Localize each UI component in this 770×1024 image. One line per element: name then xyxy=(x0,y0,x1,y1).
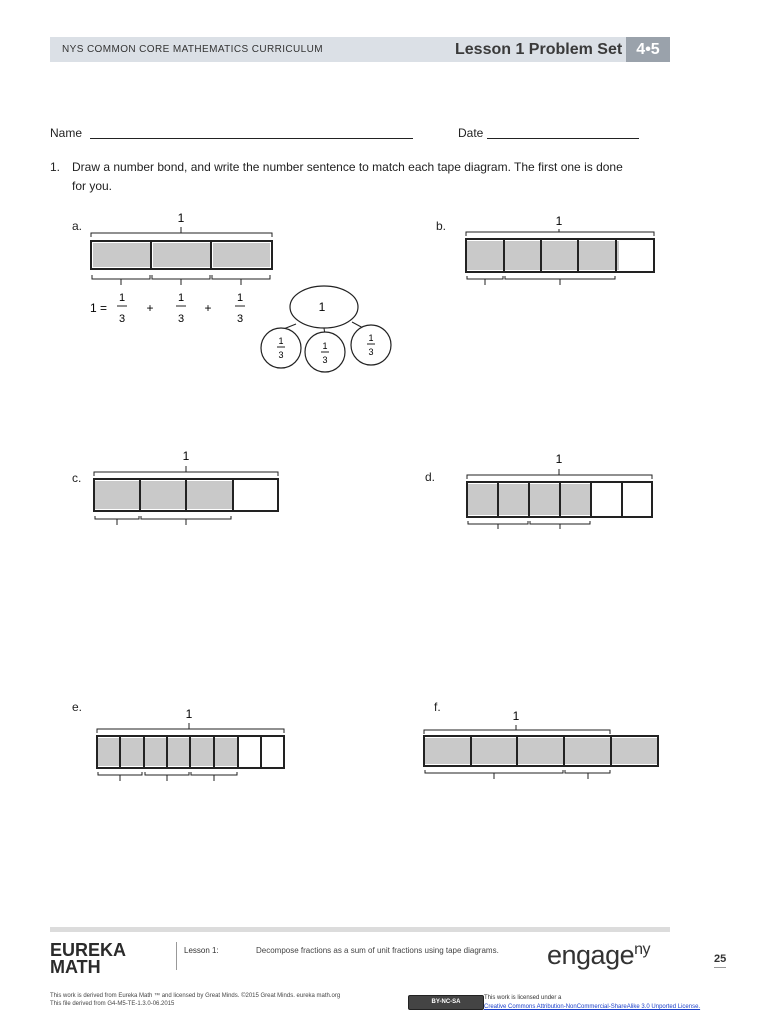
problem-number: 1. xyxy=(50,160,61,174)
part-e-label: e. xyxy=(72,700,83,714)
name-label: Name xyxy=(50,126,83,140)
creative-commons-badge: BY-NC-SA xyxy=(408,995,484,1010)
frac-denominator: 3 xyxy=(322,355,328,365)
engage-text: engage xyxy=(547,940,635,970)
frac-numerator: 1 xyxy=(322,341,328,351)
tape-unit xyxy=(93,243,150,267)
license-link[interactable]: Creative Commons Attribution-NonCommercial-ShareAlike 3.0 Unported License. xyxy=(484,1004,701,1010)
frac-numerator: 1 xyxy=(177,292,185,304)
frac-denominator: 3 xyxy=(368,347,374,357)
frac-denominator: 3 xyxy=(118,313,126,325)
tape-diagram-e xyxy=(97,707,284,781)
bond-whole-label: 1 xyxy=(318,300,326,314)
derived-notice xyxy=(50,992,340,1008)
frac-denominator: 3 xyxy=(236,313,244,325)
page-number: 25 xyxy=(714,953,726,968)
tape-diagram-f xyxy=(424,709,658,779)
tape-diagram-c xyxy=(94,449,278,525)
whole-label-a: 1 xyxy=(177,211,185,225)
instruction-line-1: Draw a number bond, and write the number sentence to match each tape diagram. The first one is done xyxy=(72,160,623,174)
part-d-label: d. xyxy=(425,470,436,484)
footer-bar xyxy=(50,927,670,932)
whole-label-d: 1 xyxy=(555,452,563,466)
frac-numerator: 1 xyxy=(278,336,284,346)
logo-line-2: MATH xyxy=(50,957,101,977)
lesson-title: Lesson 1 Problem Set xyxy=(455,41,623,58)
equation-lhs: 1 = xyxy=(90,301,108,315)
grade-module-badge: 4•5 xyxy=(626,37,670,62)
footer-separator xyxy=(176,942,177,970)
derived-line-2: This file derived from G4-M5-TE-1.3.0-06.2015 xyxy=(50,1001,175,1007)
whole-label-b: 1 xyxy=(555,214,563,228)
tape-diagram-a xyxy=(91,211,272,285)
footer-lesson-number: Lesson 1: xyxy=(184,946,219,955)
tape-diagram-b xyxy=(466,214,654,285)
tape-diagram-d xyxy=(467,452,652,529)
tape-unit xyxy=(213,243,270,267)
part-c-label: c. xyxy=(72,471,82,485)
plus-sign: + xyxy=(146,301,154,315)
derived-line-1: This work is derived from Eureka Math ™ and licensed by Great Minds. ©2015 Great Minds. eureka math.org xyxy=(50,993,341,999)
license-notice xyxy=(484,994,700,1012)
part-b-label: b. xyxy=(436,219,447,233)
curriculum-title: NYS COMMON CORE MATHEMATICS CURRICULUM xyxy=(62,44,323,55)
engage-ny-text: ny xyxy=(634,941,651,958)
license-line-1: This work is licensed under a xyxy=(484,995,562,1001)
part-a-label: a. xyxy=(72,219,83,233)
whole-label-c: 1 xyxy=(182,449,190,463)
bond-part xyxy=(351,325,391,365)
number-bond-a xyxy=(261,286,391,372)
frac-denominator: 3 xyxy=(278,350,284,360)
whole-label-f: 1 xyxy=(512,709,520,723)
whole-label-e: 1 xyxy=(185,707,193,721)
eureka-math-logo xyxy=(50,942,126,976)
logo-line-1: EUREKA xyxy=(50,940,127,960)
instruction-line-2: for you. xyxy=(72,179,113,193)
footer-lesson-description: Decompose fractions as a sum of unit fractions using tape diagrams. xyxy=(256,946,499,955)
frac-numerator: 1 xyxy=(236,292,244,304)
plus-sign: + xyxy=(204,301,212,315)
tape-unit xyxy=(153,243,210,267)
engageny-logo xyxy=(547,940,650,971)
part-f-label: f. xyxy=(434,700,441,714)
frac-numerator: 1 xyxy=(118,292,126,304)
bond-part xyxy=(261,328,301,368)
frac-numerator: 1 xyxy=(368,333,374,343)
number-sentence-a xyxy=(90,292,245,325)
date-label: Date xyxy=(458,126,484,140)
frac-denominator: 3 xyxy=(177,313,185,325)
